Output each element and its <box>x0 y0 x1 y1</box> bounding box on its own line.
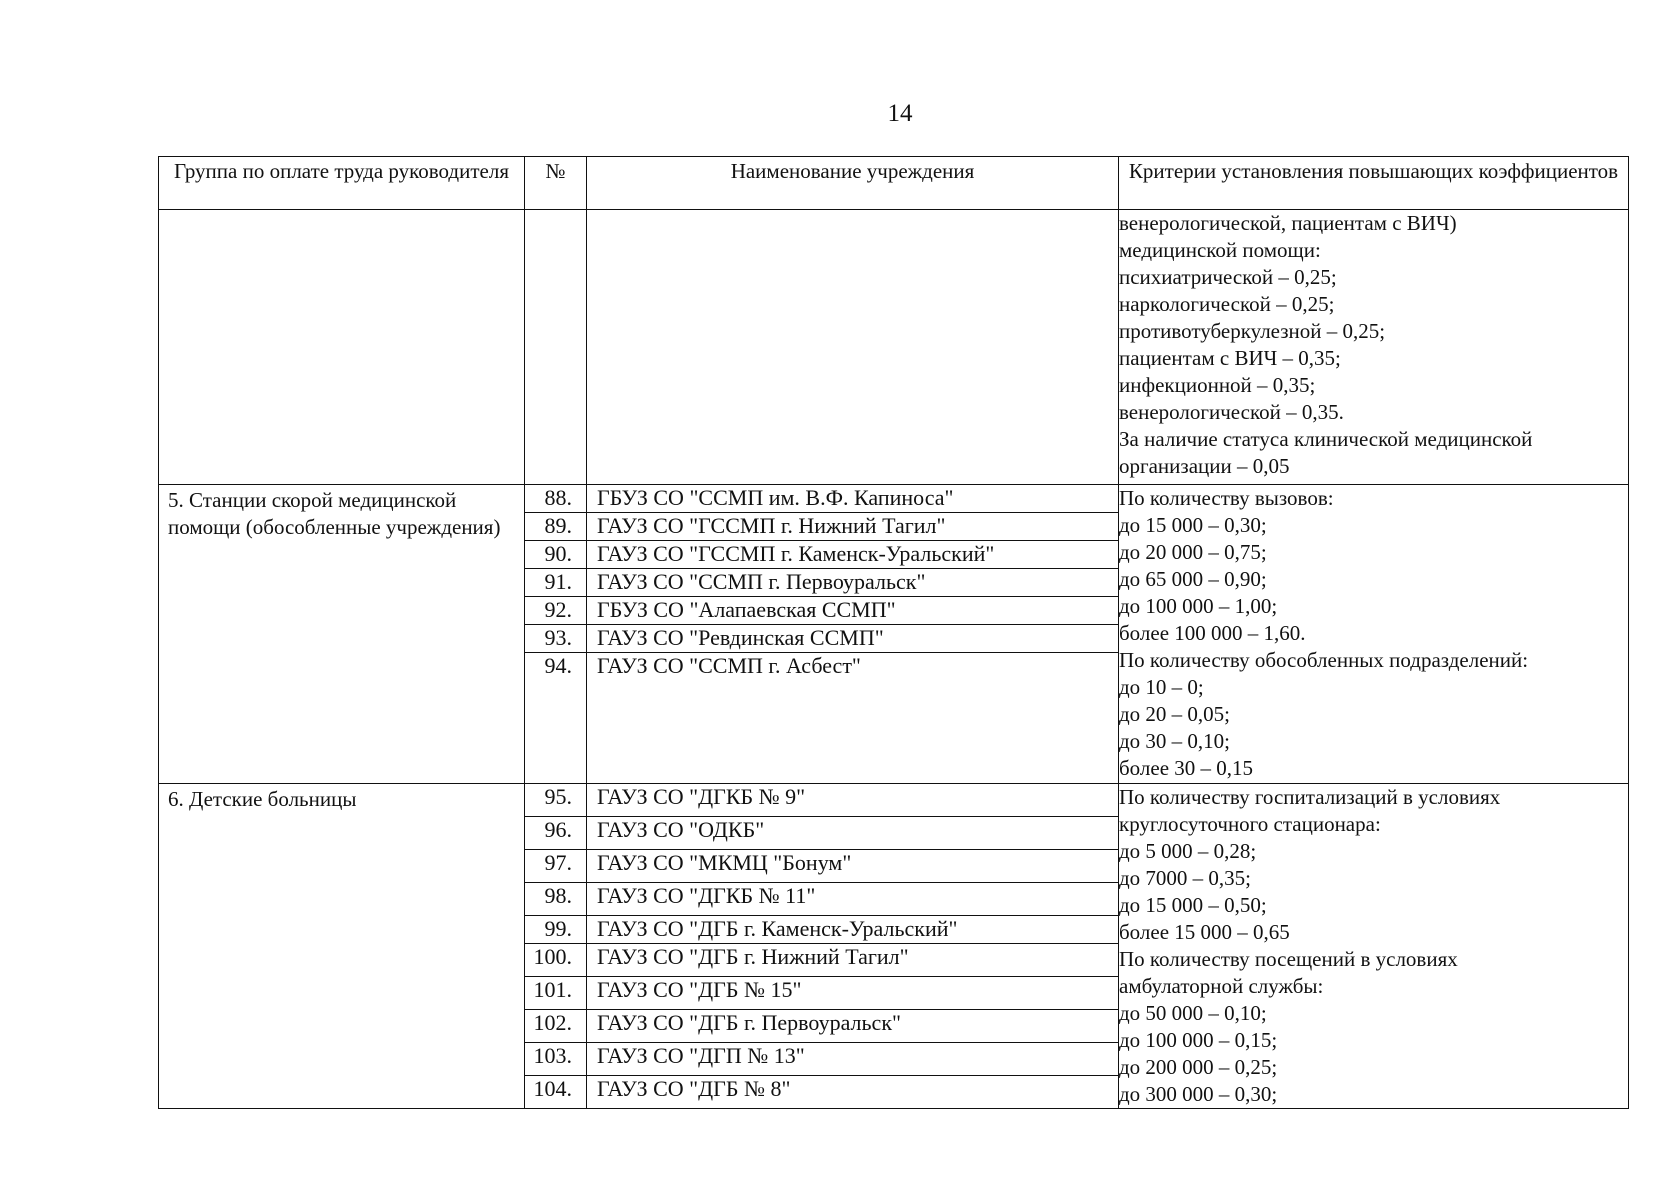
criteria-line: до 65 000 – 0,90; <box>1119 567 1267 591</box>
row-number: 90. <box>525 541 587 569</box>
criteria-line: до 300 000 – 0,30; <box>1119 1082 1278 1106</box>
row-number: 93. <box>525 625 587 653</box>
criteria-line: до 5 000 – 0,28; <box>1119 839 1257 863</box>
criteria-line: до 100 000 – 1,00; <box>1119 594 1278 618</box>
criteria-line: до 200 000 – 0,25; <box>1119 1055 1278 1079</box>
criteria-line: венерологической, пациентам с ВИЧ) <box>1119 211 1457 235</box>
criteria-line: По количеству посещений в условиях <box>1119 947 1458 971</box>
institution-name: ГАУЗ СО "ДГКБ № 11" <box>587 883 1119 916</box>
institution-name: ГАУЗ СО "ДГБ № 8" <box>587 1076 1119 1109</box>
criteria-line: до 30 – 0,10; <box>1119 729 1231 753</box>
institution-name: ГАУЗ СО "ДГКБ № 9" <box>587 784 1119 817</box>
criteria-line: пациентам с ВИЧ – 0,35; <box>1119 346 1341 370</box>
institution-name: ГБУЗ СО "ССМП им. В.Ф. Капиноса" <box>587 485 1119 513</box>
institution-name: ГАУЗ СО "ССМП г. Первоуральск" <box>587 569 1119 597</box>
group-criteria-children-hospitals <box>1119 784 1629 1109</box>
group-title-ambulance: 5. Станции скорой медицинской помощи (обособленные учреждения) <box>159 485 525 784</box>
criteria-line: По количеству обособленных подразделений: <box>1119 648 1529 672</box>
row-number: 98. <box>525 883 587 916</box>
criteria-line: до 15 000 – 0,30; <box>1119 513 1267 537</box>
criteria-line: венерологической – 0,35. <box>1119 400 1344 424</box>
criteria-line: до 50 000 – 0,10; <box>1119 1001 1267 1025</box>
criteria-line: до 10 – 0; <box>1119 675 1204 699</box>
group-title-children-hospitals: 6. Детские больницы <box>159 784 525 1109</box>
institution-name: ГАУЗ СО "ДГБ г. Первоуральск" <box>587 1010 1119 1043</box>
criteria-line: медицинской помощи: <box>1119 238 1321 262</box>
header-group: Группа по оплате труда руководителя <box>159 157 525 210</box>
row-number: 99. <box>525 916 587 944</box>
criteria-line: По количеству вызовов: <box>1119 486 1334 510</box>
institution-name: ГАУЗ СО "ССМП г. Асбест" <box>587 653 1119 784</box>
continuation-number-cell <box>525 210 587 485</box>
criteria-line: до 7000 – 0,35; <box>1119 866 1252 890</box>
row-number: 92. <box>525 597 587 625</box>
institution-name: ГБУЗ СО "Алапаевская ССМП" <box>587 597 1119 625</box>
row-number: 97. <box>525 850 587 883</box>
criteria-line: круглосуточного стационара: <box>1119 812 1381 836</box>
row-number: 100. <box>525 944 587 977</box>
criteria-line: более 100 000 – 1,60. <box>1119 621 1306 645</box>
criteria-line: По количеству госпитализаций в условиях <box>1119 785 1501 809</box>
criteria-line: до 100 000 – 0,15; <box>1119 1028 1278 1052</box>
criteria-line: противотуберкулезной – 0,25; <box>1119 319 1386 343</box>
institution-name: ГАУЗ СО "ГССМП г. Нижний Тагил" <box>587 513 1119 541</box>
group-criteria-ambulance <box>1119 485 1629 784</box>
page-number: 14 <box>887 100 913 127</box>
criteria-line: организации – 0,05 <box>1119 454 1290 478</box>
row-number: 88. <box>525 485 587 513</box>
row-number: 96. <box>525 817 587 850</box>
header-name: Наименование учреждения <box>587 157 1119 210</box>
criteria-line: амбулаторной службы: <box>1119 974 1324 998</box>
row-number: 89. <box>525 513 587 541</box>
continuation-group-cell <box>159 210 525 485</box>
table-row <box>159 485 1629 513</box>
continuation-criteria-cell <box>1119 210 1629 485</box>
criteria-line: до 20 000 – 0,75; <box>1119 540 1267 564</box>
criteria-line: За наличие статуса клинической медицинской <box>1119 427 1533 451</box>
institutions-table <box>158 156 1629 1109</box>
criteria-line: до 20 – 0,05; <box>1119 702 1231 726</box>
row-number: 103. <box>525 1043 587 1076</box>
row-number: 102. <box>525 1010 587 1043</box>
criteria-line: до 15 000 – 0,50; <box>1119 893 1267 917</box>
header-criteria: Критерии установления повышающих коэффициентов <box>1119 157 1629 210</box>
institution-name: ГАУЗ СО "ДГБ г. Каменск-Уральский" <box>587 916 1119 944</box>
row-number: 91. <box>525 569 587 597</box>
institution-name: ГАУЗ СО "ДГП № 13" <box>587 1043 1119 1076</box>
criteria-line: инфекционной – 0,35; <box>1119 373 1316 397</box>
institution-name: ГАУЗ СО "МКМЦ "Бонум" <box>587 850 1119 883</box>
criteria-line: более 30 – 0,15 <box>1119 756 1254 780</box>
institution-name: ГАУЗ СО "Ревдинская ССМП" <box>587 625 1119 653</box>
institution-name: ГАУЗ СО "ГССМП г. Каменск-Уральский" <box>587 541 1119 569</box>
row-number: 95. <box>525 784 587 817</box>
institution-name: ГАУЗ СО "ОДКБ" <box>587 817 1119 850</box>
row-number: 101. <box>525 977 587 1010</box>
institution-name: ГАУЗ СО "ДГБ № 15" <box>587 977 1119 1010</box>
table-header-row <box>159 157 1629 210</box>
criteria-line: психиатрической – 0,25; <box>1119 265 1337 289</box>
institution-name: ГАУЗ СО "ДГБ г. Нижний Тагил" <box>587 944 1119 977</box>
row-number: 94. <box>525 653 587 784</box>
continuation-name-cell <box>587 210 1119 485</box>
criteria-line: наркологической – 0,25; <box>1119 292 1335 316</box>
header-number: № <box>525 157 587 210</box>
row-number: 104. <box>525 1076 587 1109</box>
table-row <box>159 784 1629 817</box>
continuation-row <box>159 210 1629 485</box>
criteria-line: более 15 000 – 0,65 <box>1119 920 1290 944</box>
